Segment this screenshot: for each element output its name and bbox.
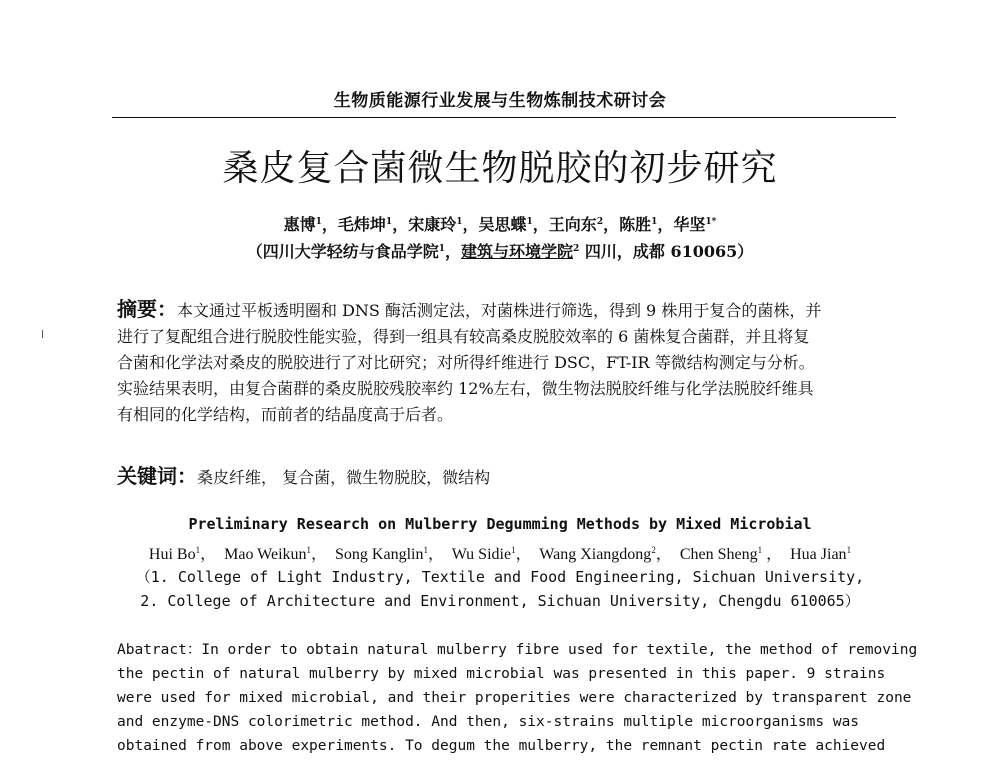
english-affiliation-2: 2. College of Architecture and Environment, Sichuan University, Chengdu 610065） bbox=[140, 592, 860, 610]
keywords-label: 关键词： bbox=[117, 464, 197, 488]
affiliation-open: （ bbox=[246, 242, 263, 261]
affiliation-sup1: 1 bbox=[438, 244, 446, 254]
author-list-cn: 惠博$^1$，毛炜坤$^1$，宋康玲$^1$，吴思蝶$^1$，王向东$^2$，陈胜$^1$，华坚$^{1*}$ bbox=[283, 215, 717, 234]
english-title: Preliminary Research on Mulberry Degumming Methods by Mixed Microbial bbox=[188, 515, 812, 533]
abstract-en bbox=[117, 638, 918, 758]
author-list-en bbox=[0, 541, 1000, 564]
affiliation-school2: 建筑与环境学院 bbox=[461, 242, 574, 261]
author-en-sup: 1 bbox=[195, 545, 201, 555]
affiliation-sep: ， bbox=[445, 242, 462, 261]
author-en-sup: 1 bbox=[306, 545, 312, 555]
author-cn-sup: 1 bbox=[315, 217, 322, 227]
author-cn: 吴思蝶 bbox=[478, 215, 527, 234]
author-cn-sup: 1* bbox=[705, 217, 717, 227]
author-cn-sup: 1 bbox=[526, 217, 533, 227]
author-cn: 王向东 bbox=[548, 215, 597, 234]
abstract-line: 合菌和化学法对桑皮的脱胶进行了对比研究；对所得纤维进行 DSC，FT-IR 等微结构测定与分析。 bbox=[117, 353, 815, 372]
author-en-sup: 1 bbox=[423, 545, 428, 555]
author-cn: 陈胜 bbox=[619, 215, 652, 234]
author-en: Wang Xiangdong bbox=[539, 546, 652, 563]
margin-mark bbox=[42, 330, 43, 338]
abstract-label: 摘要： bbox=[117, 297, 177, 321]
author-en: Hua Jian bbox=[790, 546, 847, 563]
english-affiliation-1: （1. College of Light Industry, Textile and Food Engineering, Sichuan University, bbox=[135, 568, 865, 586]
paper-title: 桑皮复合菌微生物脱胶的初步研究 bbox=[222, 148, 778, 189]
author-cn: 惠博 bbox=[283, 215, 316, 234]
author-en-sup: 1 bbox=[846, 545, 852, 555]
header-rule bbox=[112, 117, 896, 118]
keywords-text: 桑皮纤维， 复合菌，微生物脱胶，微结构 bbox=[197, 468, 491, 487]
affiliation-location: 四川，成都 610065） bbox=[579, 242, 754, 261]
author-en: Wu Sidie bbox=[451, 546, 512, 563]
author-cn-sup: 1 bbox=[456, 217, 463, 227]
abstract-en-line: obtained from above experiments. To degum the mulberry, the remnant pectin rate achieved bbox=[117, 738, 886, 754]
affiliation-sup2: 2 bbox=[573, 244, 580, 254]
author-en-sep: ， bbox=[427, 546, 452, 563]
author-en-sup: 1 bbox=[511, 545, 516, 555]
abstract-en-line: were used for mixed microbial, and their properities were characterized by transparent zone bbox=[117, 690, 912, 706]
author-en: Chen Sheng bbox=[679, 546, 758, 563]
author-cn: 华坚 bbox=[673, 215, 706, 234]
author-cn-sup: 1 bbox=[385, 217, 393, 227]
author-en: Song Kanglin bbox=[335, 546, 424, 563]
affiliation-cn bbox=[0, 239, 1000, 262]
author-en-sep: ， bbox=[655, 546, 680, 563]
author-en-sup: 1 bbox=[757, 545, 763, 555]
abstract-line: 实验结果表明，由复合菌群的桑皮脱胶残胶率约 12%左右，微生物法脱胶纤维与化学法脱胶纤维具 bbox=[117, 379, 814, 398]
keywords-cn bbox=[117, 460, 490, 489]
author-en: Hui Bo bbox=[148, 546, 196, 563]
author-cn-sup: 2 bbox=[596, 217, 604, 227]
abstract-line: 本文通过平板透明圈和 DNS 酶活测定法，对菌株进行筛选，得到 9 株用于复合的菌株，并 bbox=[177, 301, 822, 320]
author-en-sep: ， bbox=[311, 546, 336, 563]
abstract-cn bbox=[117, 296, 902, 428]
author-en-sep: ， bbox=[515, 546, 540, 563]
affiliation-school1: 四川大学轻纺与食品学院 bbox=[262, 242, 439, 261]
author-cn-sup: 1 bbox=[651, 217, 658, 227]
abstract-en-line: and enzyme-DNS colorimetric method. And then, six-strains multiple microorganisms was bbox=[117, 714, 860, 730]
abstract-line: 进行了复配组合进行脱胶性能实验，得到一组具有较高桑皮脱胶效率的 6 菌株复合菌群，并且将复 bbox=[117, 327, 810, 346]
author-cn: 毛炜坤 bbox=[337, 215, 386, 234]
abstract-en-line: the pectin of natural mulberry by mixed microbial was presented in this paper. 9 strains bbox=[117, 666, 886, 682]
abstract-en-line: Abatract：In order to obtain natural mulberry fibre used for textile, the method of removing bbox=[117, 642, 918, 658]
author-en-sep: ， bbox=[200, 546, 225, 563]
conference-header: 生物质能源行业发展与生物炼制技术研讨会 bbox=[333, 91, 667, 111]
abstract-line: 有相同的化学结构，而前者的结晶度高于后者。 bbox=[117, 405, 454, 424]
author-cn: 宋康玲 bbox=[408, 215, 457, 234]
author-en-sep: ， bbox=[762, 546, 791, 563]
author-en: Mao Weikun bbox=[224, 546, 307, 563]
author-en-sup: 2 bbox=[651, 545, 656, 555]
